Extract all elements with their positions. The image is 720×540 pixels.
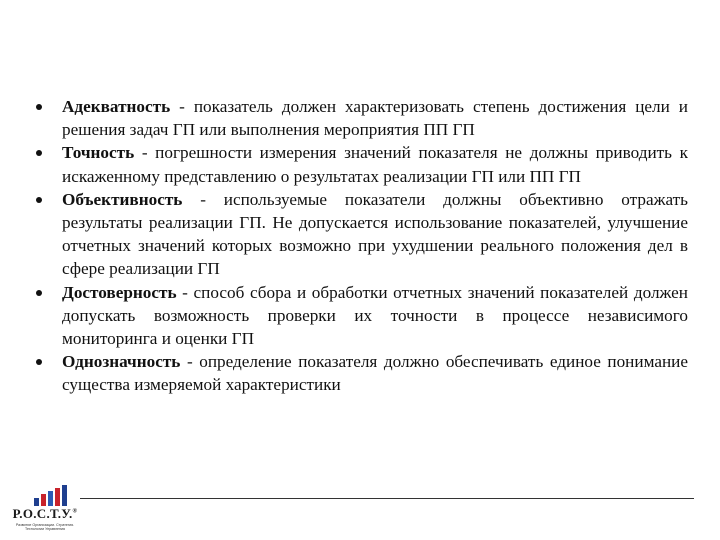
bullet-icon (36, 290, 42, 296)
item-text: - определение показателя должно обеспечивать единое понимание существа измеряемой характеристики (62, 352, 688, 395)
bar-chart-logo-icon (32, 484, 72, 506)
logo-bar (55, 488, 60, 506)
item-term: Объективность (62, 189, 183, 209)
bullet-icon (36, 359, 42, 365)
item-text: - используемые показатели должны объективно отражать результаты реализации ГП. Не допускается использование показателей, улучшение отчетных значений которых возможно при ухудшении реального положения дел в сфере реализации ГП (62, 189, 688, 279)
item-text: - погрешности измерения значений показателя не должны приводить к искаженному представлению о результатах реализации ГП или ПП ГП (62, 143, 688, 186)
logo-bar (48, 491, 53, 506)
bullet-icon (36, 197, 42, 203)
list-item (36, 188, 688, 281)
list-item (36, 281, 688, 351)
footer-divider (80, 498, 694, 499)
logo-bar (41, 494, 46, 506)
list-item (36, 141, 688, 187)
logo-bar (62, 485, 67, 506)
item-term: Адекватность (62, 97, 171, 116)
logo-tagline: Развитие Организации. Стратегия. Технологии Управления (15, 523, 75, 532)
criteria-list-container (36, 95, 688, 397)
bullet-icon (36, 104, 42, 110)
logo-wordmark: Р.О.С.Т.У.® (12, 506, 78, 521)
item-text: - способ сбора и обработки отчетных значений показателей должен допускать возможность проверки их точности в процессе независимого мониторинга и оценки ГП (62, 282, 688, 349)
item-term: Точность (62, 143, 135, 163)
list-item (36, 350, 688, 396)
company-logo (8, 484, 82, 538)
criteria-list (36, 95, 688, 397)
logo-bar (34, 498, 39, 506)
item-term: Достоверность (62, 282, 177, 302)
bullet-icon (36, 150, 42, 156)
item-term: Однозначность (62, 352, 181, 372)
list-item (36, 95, 688, 141)
item-text: - показатель должен характеризовать степень достижения цели и решения задач ГП или выполнения мероприятия ПП ГП (62, 97, 688, 140)
